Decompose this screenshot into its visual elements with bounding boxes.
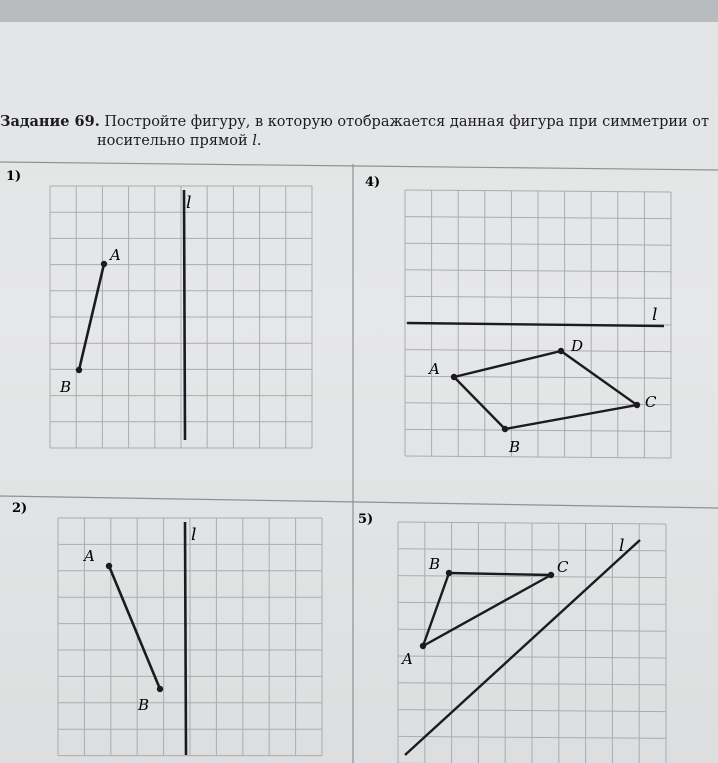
- task-text-2: носительно прямой: [97, 133, 248, 149]
- panel-4-point-a: [451, 374, 457, 380]
- panel-2-point-a: [106, 563, 112, 569]
- panel-2-label-b: B: [138, 696, 150, 714]
- task-number: Задание 69.: [0, 113, 100, 130]
- panel-4-label-a: A: [429, 360, 440, 378]
- panel-2-point-b: [157, 686, 163, 692]
- panel-5-label-a: A: [402, 650, 413, 668]
- panel-2-label-a: A: [84, 547, 95, 565]
- panel-5-point-b: [446, 570, 452, 576]
- panel-borders: [0, 162, 718, 763]
- panel-5-label: 5): [358, 512, 374, 527]
- panel-2-symmetry-line: [185, 522, 186, 755]
- panel-5-point-a: [420, 643, 426, 649]
- panel-4-symmetry-line: [407, 323, 664, 326]
- panel-2-grid: [58, 518, 322, 756]
- panel-1-point-b: [76, 367, 82, 373]
- panel-4-point-d: [558, 348, 564, 354]
- panel-1-point-a: [101, 261, 107, 267]
- panel-4-line-label: l: [652, 305, 658, 325]
- panel-1-grid: [50, 186, 312, 448]
- task-line-symbol: l: [252, 133, 257, 149]
- panel-top-border: [0, 162, 718, 170]
- panel-2-segment-ab: [109, 566, 160, 689]
- panel-4-label-d: D: [571, 337, 584, 355]
- panel-1-label-a: A: [110, 246, 121, 264]
- panel-4-point-b: [502, 426, 508, 432]
- panel-4-label: 4): [365, 175, 381, 190]
- task-text-end: .: [256, 133, 262, 149]
- panel-2-label: 2): [12, 501, 28, 516]
- panel-1-line-label: l: [186, 193, 192, 213]
- panel-2-line-label: l: [191, 525, 197, 545]
- panel-4-label-c: C: [645, 393, 657, 411]
- panel-5-point-c: [548, 572, 554, 578]
- panel-5-label-b: B: [429, 555, 441, 573]
- panel-4-label-b: B: [509, 438, 521, 456]
- panel-5-line-label: l: [619, 536, 625, 556]
- panel-4-quadrilateral-abcd: [454, 351, 637, 429]
- task-text-1: Постройте фигуру, в которую отображается данная фигура при симметрии от: [104, 114, 710, 130]
- panel-4-point-c: [634, 402, 640, 408]
- panel-middle-border: [0, 496, 718, 508]
- panel-5-symmetry-line: [405, 540, 640, 755]
- panel-5-label-c: C: [557, 558, 569, 576]
- panel-1-label-b: B: [60, 378, 72, 396]
- panel-1-label: 1): [6, 169, 22, 184]
- panel-1-symmetry-line: [184, 190, 185, 440]
